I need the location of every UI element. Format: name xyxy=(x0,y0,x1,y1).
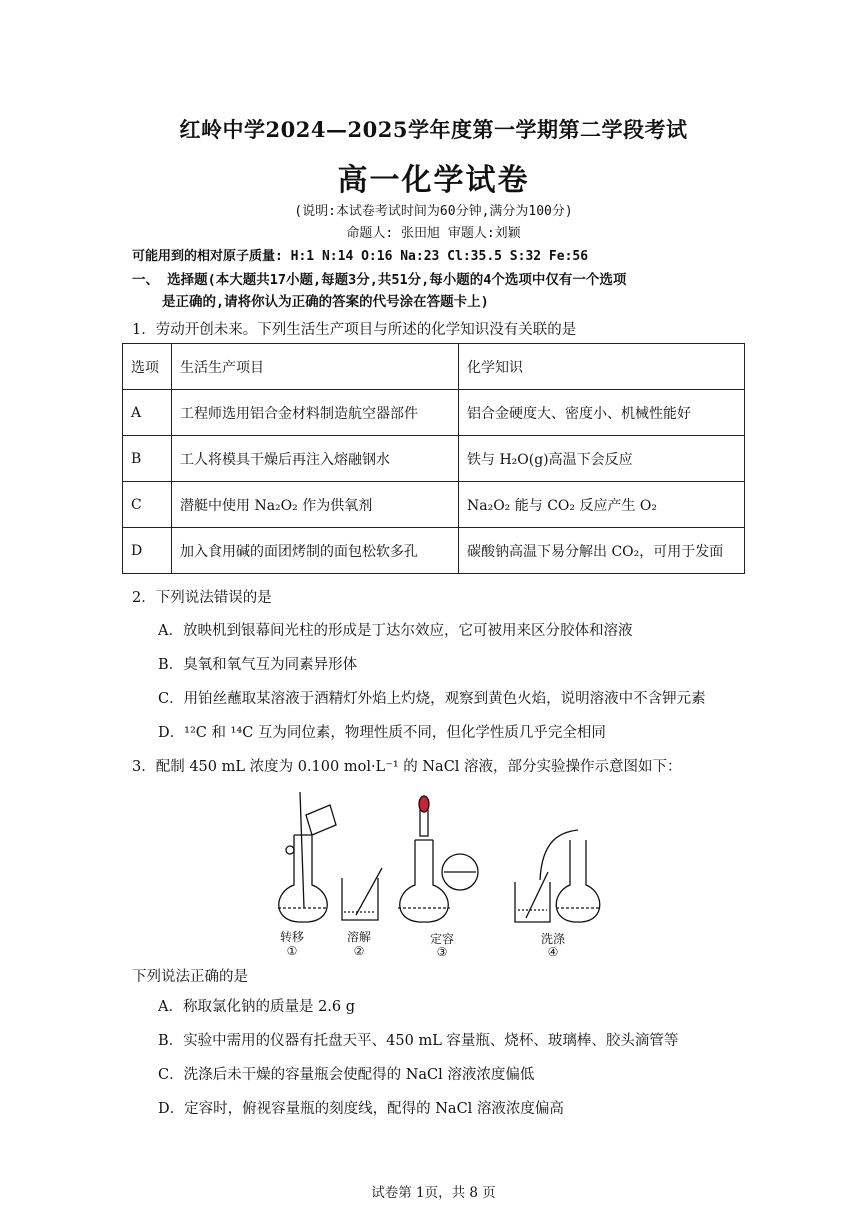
table-cell-item: 工程师选用铝合金材料制造航空器部件 xyxy=(172,390,459,436)
exam-subtitle: 高一化学试卷 xyxy=(337,163,530,198)
q2-option-d: D．¹²C 和 ¹⁴C 互为同位素，物理性质不同，但化学性质几乎完全相同 xyxy=(158,725,606,741)
table-cell-option: A xyxy=(123,390,172,436)
q3-prompt: 下列说法正确的是 xyxy=(132,969,248,985)
q3-stem: 3．配制 450 mL 浓度为 0.100 mol·L⁻¹ 的 NaCl 溶液，部分实验操作示意图如下： xyxy=(132,759,682,775)
washing-setup-icon xyxy=(515,830,600,922)
table-cell-knowledge: Na₂O₂ 能与 CO₂ 反应产生 O₂ xyxy=(459,482,745,528)
table-cell-item: 潜艇中使用 Na₂O₂ 作为供氧剂 xyxy=(172,482,459,528)
table-cell-item: 工人将模具干燥后再注入熔融钢水 xyxy=(172,436,459,482)
fig-num-4: ④ xyxy=(547,945,559,959)
table-row xyxy=(123,436,745,482)
table-cell-option: B xyxy=(123,436,172,482)
atomic-masses: 可能用到的相对原子质量: H:1 N:14 O:16 Na:23 Cl:35.5 S:32 Fe:56 xyxy=(132,249,589,264)
q3-option-d: D．定容时，俯视容量瓶的刻度线，配得的 NaCl 溶液浓度偏高 xyxy=(158,1101,564,1117)
q3-option-a: A．称取氯化钠的质量是 2.6 g xyxy=(158,999,356,1015)
fig-label-4: 洗涤 xyxy=(540,932,565,946)
section-heading: 一、 选择题(本大题共17小题,每题3分,共51分,每小题的4个选项中仅有一个选项 xyxy=(132,272,627,288)
fig-label-1: 转移 xyxy=(279,930,304,944)
q2-option-a: A．放映机到银幕间光柱的形成是丁达尔效应，它可被用来区分胶体和溶液 xyxy=(158,623,633,639)
page-footer: 试卷第 1页，共 8 页 xyxy=(371,1185,496,1201)
table-cell-knowledge: 铝合金硬度大、密度小、机械性能好 xyxy=(459,390,745,436)
q1-stem: 1．劳动开创未来。下列生活生产项目与所述的化学知识没有关联的是 xyxy=(132,322,577,338)
table-cell-item: 加入食用碱的面团烤制的面包松软多孔 xyxy=(172,528,459,574)
table-cell-option: D xyxy=(123,528,172,574)
table-header-cell: 生活生产项目 xyxy=(172,344,459,390)
section-heading-cont: 是正确的,请将你认为正确的答案的代号涂在答题卡上) xyxy=(162,294,489,310)
fig-label-2: 溶解 xyxy=(346,930,371,944)
table-header-row xyxy=(123,344,745,390)
table-cell-option: C xyxy=(123,482,172,528)
volume-flask-icon xyxy=(398,796,478,922)
exam-title: 红岭中学2024—2025学年度第一学期第二学段考试 xyxy=(179,117,688,142)
fig-num-2: ② xyxy=(353,944,365,958)
dissolve-beaker-icon xyxy=(342,868,382,920)
table-header-cell: 化学知识 xyxy=(459,344,745,390)
exam-authors: 命题人: 张田旭 审题人:刘颖 xyxy=(346,226,521,241)
q3-option-c: C．洗涤后未干燥的容量瓶会使配得的 NaCl 溶液浓度偏低 xyxy=(158,1067,535,1083)
table-row xyxy=(123,390,745,436)
q2-stem: 2．下列说法错误的是 xyxy=(132,590,272,606)
table-header-cell: 选项 xyxy=(123,344,172,390)
fig-label-3: 定容 xyxy=(429,932,454,946)
q1-table xyxy=(122,343,745,574)
table-row xyxy=(123,528,745,574)
transfer-flask-icon xyxy=(278,792,336,922)
exam-note: (说明:本试卷考试时间为60分钟,满分为100分) xyxy=(294,204,573,219)
table-row xyxy=(123,482,745,528)
q2-option-b: B．臭氧和氧气互为同素异形体 xyxy=(158,657,358,673)
table-cell-knowledge: 铁与 H₂O(g)高温下会反应 xyxy=(459,436,745,482)
fig-num-1: ① xyxy=(286,944,298,958)
q2-option-c: C．用铂丝蘸取某溶液于酒精灯外焰上灼烧，观察到黄色火焰，说明溶液中不含钾元素 xyxy=(158,691,706,707)
q3-option-b: B．实验中需用的仪器有托盘天平、450 mL 容量瓶、烧杯、玻璃棒、胶头滴管等 xyxy=(158,1033,679,1049)
fig-num-3: ③ xyxy=(436,945,448,959)
table-cell-knowledge: 碳酸钠高温下易分解出 CO₂，可用于发面 xyxy=(459,528,745,574)
